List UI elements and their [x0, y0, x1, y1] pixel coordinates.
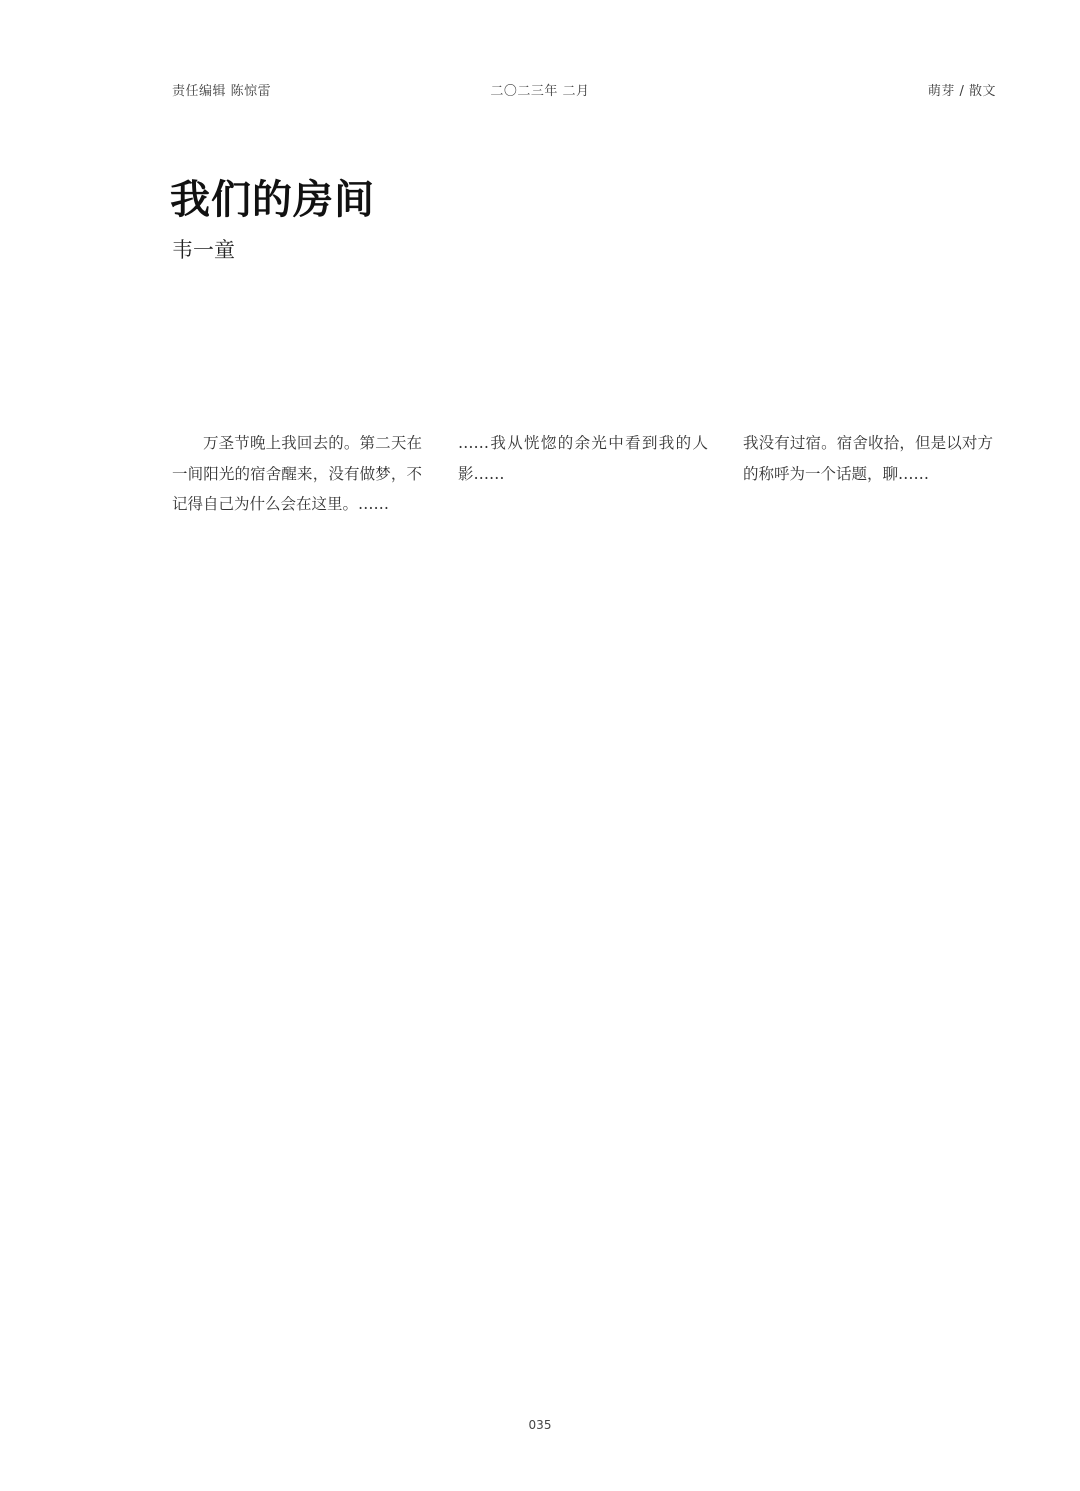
body-paragraph: ……我从恍惚的余光中看到我的人影……: [458, 434, 708, 483]
body-column-3: [743, 428, 993, 489]
article-title: 我们的房间: [170, 176, 375, 223]
running-head-section: 萌芽 / 散文: [927, 84, 996, 99]
running-head-editor: 责任编辑 陈惊雷: [172, 84, 272, 99]
page-number: 035: [528, 1418, 552, 1432]
article-author: 韦一童: [172, 238, 235, 262]
body-column-1: [172, 428, 422, 520]
body-paragraph: 万圣节晚上我回去的。第二天在一间阳光的宿舍醒来，没有做梦，不记得自己为什么会在这里。……: [172, 434, 422, 514]
body-paragraph: 我没有过宿。宿舍收拾，但是以对方的称呼为一个话题，聊……: [743, 434, 993, 483]
running-head-date: 二〇二三年 二月: [490, 84, 590, 99]
body-column-2: [458, 428, 708, 489]
